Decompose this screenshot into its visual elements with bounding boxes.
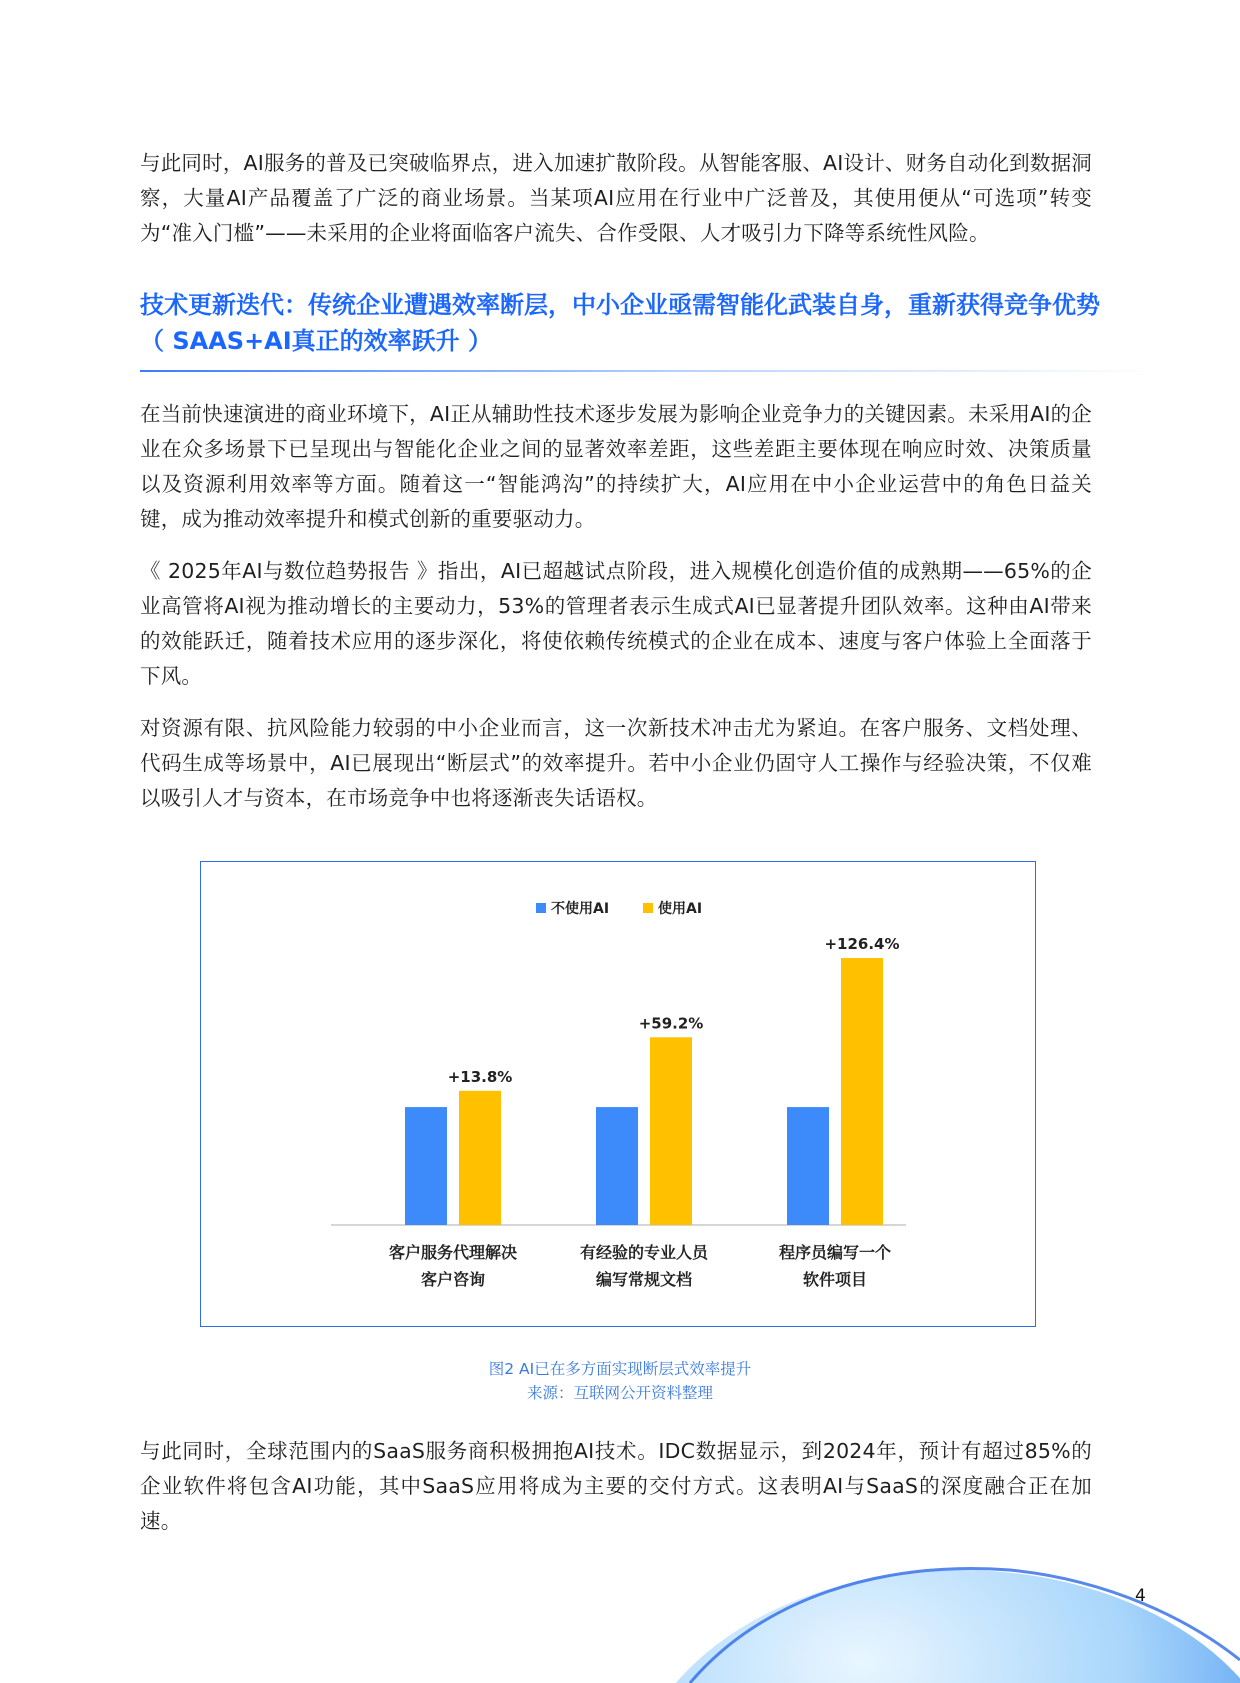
category-label-1-line-1: 客户服务代理解决 (388, 1243, 518, 1262)
page-number: 4 (1135, 1586, 1146, 1606)
figure-source: 来源：互联网公开资料整理 (526, 1384, 713, 1402)
category-label-1-line-2: 客户咨询 (420, 1270, 486, 1289)
efficiency-bar-chart (201, 862, 1037, 1328)
paragraph-business-environment: 在当前快速演进的商业环境下，AI正从辅助性技术逐步发展为影响企业竞争力的关键因素。未采用AI的企业在众多场景下已呈现出与智能化企业之间的显著效率差距，这些差距主要体现在响应时效、决策质量以及资源利用效率等方面。随着这一“智能鸿沟”的持续扩大，AI应用在中小企业运营中的角色日益关键，成为推动效率提升和模式创新的重要驱动力。 (140, 402, 1092, 531)
figure-caption: 图2 AI已在多方面实现断层式效率提升 (488, 1360, 752, 1378)
data-label-2: +59.2% (638, 1014, 704, 1033)
bar-no-ai-3 (787, 1107, 829, 1225)
legend-label-ai: 使用AI (658, 901, 703, 917)
bar-no-ai-1 (405, 1107, 447, 1225)
category-label-3-line-1: 程序员编写一个 (778, 1243, 892, 1262)
bar-no-ai-2 (596, 1107, 638, 1225)
category-label-2-line-2: 编写常规文档 (595, 1270, 693, 1289)
category-label-2-line-1: 有经验的专业人员 (579, 1243, 709, 1262)
chart-frame (200, 861, 1036, 1327)
paragraph-saas-trend: 与此同时，全球范围内的SaaS服务商积极拥抱AI技术。IDC数据显示，到2024年，预计有超过85%的企业软件将包含AI功能，其中SaaS应用将成为主要的交付方式。这表明AI与SaaS的深度融合正在加速。 (140, 1439, 1092, 1533)
legend-swatch-no-ai (536, 903, 546, 913)
section-title: 技术更新迭代：传统企业遭遇效率断层，中小企业亟需智能化武装自身，重新获得竞争优势（ SAAS+AI真正的效率跃升 ） (140, 291, 1100, 355)
data-label-3: +126.4% (824, 935, 900, 954)
paragraph-intro: 与此同时，AI服务的普及已突破临界点，进入加速扩散阶段。从智能客服、AI设计、财务自动化到数据洞察，大量AI产品覆盖了广泛的商业场景。当某项AI应用在行业中广泛普及，其使用便从“可选项”转变为“准入门槛”——未采用的企业将面临客户流失、合作受限、人才吸引力下降等系统性风险。 (140, 151, 1092, 245)
legend-label-no-ai: 不使用AI (551, 901, 610, 917)
bar-ai-3 (841, 958, 883, 1225)
paragraph-report-findings: 《 2025年AI与数位趋势报告 》指出，AI已超越试点阶段，进入规模化创造价值的成熟期——65%的企业高管将AI视为推动增长的主要动力，53%的管理者表示生成式AI已显著提升团队效率。这种由AI带来的效能跃迁，随着技术应用的逐步深化，将使依赖传统模式的企业在成本、速度与客户体验上全面落于下风。 (140, 559, 1092, 688)
data-label-1: +13.8% (447, 1067, 513, 1086)
bar-ai-1 (459, 1091, 501, 1225)
legend-swatch-ai (643, 903, 653, 913)
category-label-3-line-2: 软件项目 (802, 1270, 868, 1289)
bar-ai-2 (650, 1037, 692, 1225)
section-title-divider (140, 370, 1160, 372)
paragraph-sme-impact: 对资源有限、抗风险能力较弱的中小企业而言，这一次新技术冲击尤为紧迫。在客户服务、文档处理、代码生成等场景中，AI已展现出“断层式”的效率提升。若中小企业仍固守人工操作与经验决策，不仅难以吸引人才与资本，在市场竞争中也将逐渐丧失话语权。 (140, 716, 1092, 810)
